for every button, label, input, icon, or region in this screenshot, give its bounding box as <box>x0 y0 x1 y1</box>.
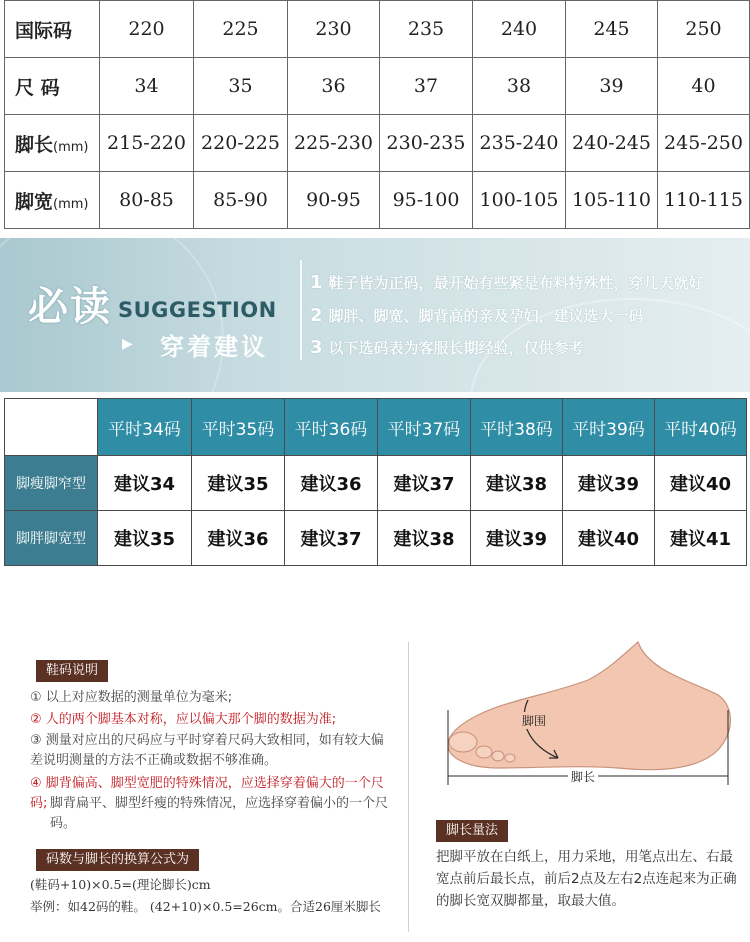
banner-divider <box>300 260 302 360</box>
advice-cell: 建议37 <box>285 511 378 566</box>
size-cell: 250 <box>658 1 750 58</box>
advice-row-label: 脚瘦脚窄型 <box>5 456 98 511</box>
measure-text: 把脚平放在白纸上，用力采地，用笔点出左、右最宽点前后最长点，前后2点及左右2点连起来为正确的脚长宽双脚都量，取最大值。 <box>436 849 737 909</box>
size-advice-table <box>4 398 747 566</box>
size-cell: 105-110 <box>566 172 658 229</box>
size-cell: 225-230 <box>288 115 380 172</box>
advice-cell: 建议34 <box>98 456 192 511</box>
advice-cell: 建议38 <box>471 456 563 511</box>
size-row <box>5 58 750 115</box>
size-cell: 90-95 <box>288 172 380 229</box>
advice-cell: 建议37 <box>378 456 471 511</box>
advice-header-cell: 平时37码 <box>378 399 471 456</box>
size-cell: 240-245 <box>566 115 658 172</box>
size-note-3: ③ 测量对应出的尺码应与平时穿着尺码大致相同，如有较大偏差说明测量的方法不正确或数据不够准确。 <box>30 733 384 768</box>
banner-tip-3: 3 以下选码表为客服长期经验，仅供参考 <box>310 337 584 358</box>
advice-cell: 建议40 <box>563 511 655 566</box>
size-cell: 40 <box>658 58 750 115</box>
arrow-icon: ▶ <box>122 336 133 352</box>
size-cell: 245 <box>566 1 658 58</box>
advice-header-cell: 平时34码 <box>98 399 192 456</box>
advice-cell: 建议39 <box>471 511 563 566</box>
size-cell: 100-105 <box>473 172 566 229</box>
size-cell: 230-235 <box>380 115 473 172</box>
size-row-label: 脚长(mm) <box>5 115 100 172</box>
size-cell: 35 <box>194 58 288 115</box>
measure-label: 脚长量法 <box>436 820 508 842</box>
size-notes-label: 鞋码说明 <box>36 660 108 682</box>
size-cell: 245-250 <box>658 115 750 172</box>
size-cell: 235-240 <box>473 115 566 172</box>
advice-row <box>5 511 747 566</box>
size-cell: 85-90 <box>194 172 288 229</box>
advice-cell: 建议35 <box>98 511 192 566</box>
formula-line-2: 举例：如42码的鞋。 (42+10)×0.5=26cm。合适26厘米脚长 <box>30 899 381 914</box>
size-cell: 215-220 <box>100 115 194 172</box>
size-cell: 37 <box>380 58 473 115</box>
size-cell: 80-85 <box>100 172 194 229</box>
advice-header-cell: 平时40码 <box>655 399 747 456</box>
advice-row-label: 脚胖脚宽型 <box>5 511 98 566</box>
size-cell: 220-225 <box>194 115 288 172</box>
advice-cell: 建议39 <box>563 456 655 511</box>
size-cell: 225 <box>194 1 288 58</box>
size-cell: 220 <box>100 1 194 58</box>
advice-header-row <box>5 399 747 456</box>
advice-cell: 建议36 <box>285 456 378 511</box>
size-cell: 39 <box>566 58 658 115</box>
size-cell: 38 <box>473 58 566 115</box>
banner-tip-1: 1 鞋子皆为正码，最开始有些紧是布料特殊性，穿几天就好 <box>310 272 704 293</box>
girth-label: 脚围 <box>522 714 547 728</box>
size-cell: 235 <box>380 1 473 58</box>
size-note-2: ② 人的两个脚基本对称，应以偏大那个脚的数据为准; <box>30 712 337 727</box>
advice-cell: 建议38 <box>378 511 471 566</box>
size-row <box>5 172 750 229</box>
banner-tip-2: 2 脚胖、脚宽、脚背高的亲及孕妇，建议选大一码 <box>310 305 644 326</box>
advice-header-cell: 平时36码 <box>285 399 378 456</box>
size-row-label: 国际码 <box>5 1 100 58</box>
banner-title: 必读 <box>28 283 112 330</box>
advice-cell: 建议40 <box>655 456 747 511</box>
size-cell: 240 <box>473 1 566 58</box>
advice-header-cell: 平时39码 <box>563 399 655 456</box>
length-label: 脚长 <box>568 768 598 785</box>
size-note-4: ④ 脚背偏高、脚型宽肥的特殊情况，应选择穿着偏大的一个尺码; <box>30 776 384 811</box>
size-cell: 36 <box>288 58 380 115</box>
advice-cell: 建议35 <box>192 456 285 511</box>
size-cell: 110-115 <box>658 172 750 229</box>
size-row <box>5 1 750 58</box>
formula-label: 码数与脚长的换算公式为 <box>36 849 199 871</box>
size-cell: 34 <box>100 58 194 115</box>
advice-corner-cell <box>5 399 98 456</box>
size-cell: 95-100 <box>380 172 473 229</box>
size-row-label: 尺 码 <box>5 58 100 115</box>
section-divider <box>408 642 409 932</box>
size-note-1: ① 以上对应数据的测量单位为毫米; <box>30 690 233 705</box>
size-chart-table <box>4 0 750 229</box>
advice-header-cell: 平时35码 <box>192 399 285 456</box>
banner-english-title: SUGGESTION <box>118 298 277 322</box>
banner-subtitle: 穿着建议 <box>160 333 268 361</box>
advice-cell: 建议36 <box>192 511 285 566</box>
advice-row <box>5 456 747 511</box>
size-cell: 230 <box>288 1 380 58</box>
foot-illustration <box>418 640 746 800</box>
formula-line-1: (鞋码+10)×0.5=(理论脚长)cm <box>30 877 211 892</box>
size-note-5: 脚背扁平、脚型纤瘦的特殊情况，应选择穿着偏小的一个尺码。 <box>50 796 389 831</box>
advice-header-cell: 平时38码 <box>471 399 563 456</box>
advice-cell: 建议41 <box>655 511 747 566</box>
size-row-label: 脚宽(mm) <box>5 172 100 229</box>
size-row <box>5 115 750 172</box>
